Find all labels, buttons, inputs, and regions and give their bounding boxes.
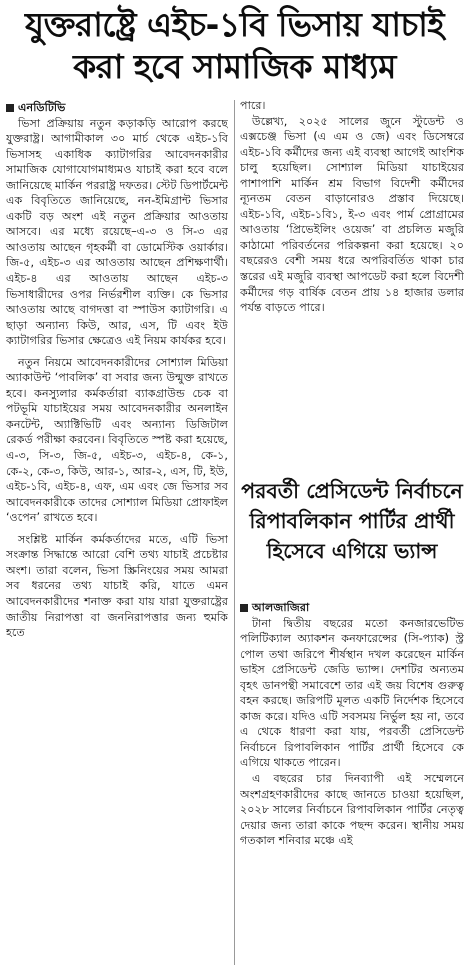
square-bullet-icon xyxy=(240,604,248,612)
source-credit xyxy=(240,600,464,616)
article-paragraph: টানা দ্বিতীয় বছরের মতো কনজারভেটিভ পলিটিক্যাল অ্যাকশন কনফারেন্সের (সি-প্যাক) স্ট্র পোল তথা জরিপে শীর্ষস্থান দখল করেছেন মার্কিন ভাইস প্রেসিডেন্ট জেডি ভ্যান্স। দেশটির অন্যতম বৃহৎ ডানপন্থী সমাবেশে তার এই জয় বিশেষ গুরুত্ব বহন করছে। জরিপটি মূলত একটি নির্দেশক হিসেবে কাজ করে। যদিও এটি সবসময় নির্ভুল হয় না, তবে এ থেকে ধারণা করা যায়, পরবর্তী প্রেসিডেন্ট নির্বাচনে রিপাবলিকান পার্টির প্রার্থী হিসেবে কে এগিয়ে থাকতে পারেন। xyxy=(240,616,464,770)
article-paragraph: নতুন নিয়মে আবেদনকারীদের সোশ্যাল মিডিয়া অ্যাকাউন্ট ‘পাবলিক’ বা সবার জন্য উন্মুক্ত রাখতে হবে। কনস্যুলার কর্মকর্তারা ব্যাকগ্রাউন্ড চেক বা পটভূমি যাচাইয়ের সময় আবেদনকারীর অনলাইন কনটেন্ট, অ্যাক্টিভিটি এবং অন্যান্য ডিজিটাল রেকর্ড পরীক্ষা করবেন। বিবৃতিতে স্পষ্ট করা হয়েছে, এ-৩, সি-৩, জি-৫, এইচ-৩, এইচ-৪, কে-১, কে-২, কে-৩, কিউ, আর-১, আর-২, এস, টি, ইউ, এইচ-১বি, এইচ-৪, এফ, এম এবং জে ভিসার সব আবেদনকারীকে তাদের সোশ্যাল মিডিয়া প্রোফাইল ‘ওপেন’ রাখতে হবে। xyxy=(6,355,228,525)
source-credit xyxy=(6,100,228,116)
article-paragraph: এ বছরের চার দিনব্যাপী এই সম্মেলনে অংশগ্রহণকারীদের কাছে জানতে চাওয়া হয়েছিল, ২০২৮ সালের নির্বাচনে রিপাবলিকান পার্টির নেতৃত্ব দেয়ার জন্য তারা কাকে পছন্দ করেন। স্থানীয় সময় গতকাল শনিবার মঞ্চে এই xyxy=(240,772,464,848)
source-name: আলজাজিরা xyxy=(252,601,310,614)
article-column-left xyxy=(6,100,228,965)
article-paragraph: উল্লেখ্য, ২০২৫ সালের জুনে স্টুডেন্ট ও এক্সচেঞ্জ ভিসা (এ এম ও জে) এবং ডিসেম্বরে এইচ-১বি কর্মীদের জন্য এই ব্যবস্থা আগেই আংশিক চালু হয়েছিল। সোশ্যাল মিডিয়া যাচাইয়ের পাশাপাশি মার্কিন শ্রম বিভাগ বিদেশী কর্মীদের ন্যূনতম বেতন বাড়ানোরও প্রস্তাব দিয়েছে। এইচ-১বি, এইচ-১বি১, ই-৩ এবং পার্ম প্রোগ্রামের আওতায় ‘প্রিভেইলিং ওয়েজ’ বা প্রচলিত মজুরি কাঠামো পরিবর্তনের পরিকল্পনা করা হয়েছে। ২০ বছরেরও বেশী সময় ধরে অপরিবর্তিত থাকা চার স্তরের এই মজুরি ব্যবস্থা আপডেট করা হলে বিদেশী কর্মীদের গড় বার্ষিক বেতন প্রায় ১৪ হাজার ডলার পর্যন্ত বাড়তে পারে। xyxy=(240,114,464,315)
headline-line-2: করা হবে সামাজিক মাধ্যম xyxy=(73,47,396,86)
article-column-right xyxy=(240,98,464,470)
second-article-headline: পরবর্তী প্রেসিডেন্ট নির্বাচনে রিপাবলিকান পার্টির প্রার্থী হিসেবে এগিয়ে ভ্যান্স xyxy=(241,479,463,563)
square-bullet-icon xyxy=(6,104,14,112)
column-divider xyxy=(234,100,235,965)
second-article-body xyxy=(240,600,464,965)
headline-line-1: যুক্তরাষ্ট্রে এইচ-১বি ভিসায় যাচাই xyxy=(24,5,444,44)
article-headline xyxy=(0,4,469,88)
article-paragraph: সংশ্লিষ্ট মার্কিন কর্মকর্তাদের মতে, এটি ভিসা সংক্রান্ত সিদ্ধান্তে আরো বেশি তথ্য যাচাই প্রচেষ্টার অংশ। তারা বলেন, ভিসা স্ক্রিনিংয়ের সময় আমরা সব ধরনের তথ্য যাচাই করি, যাতে এমন আবেদনকারীদের শনাক্ত করা যায় যারা যুক্তরাষ্ট্রের জাতীয় নিরাপত্তা বা জননিরাপত্তার জন্য হুমকি হতে xyxy=(6,532,228,640)
article-paragraph: পারে। xyxy=(240,99,266,112)
article-paragraph: ভিসা প্রক্রিয়ায় নতুন কড়াকড়ি আরোপ করছে যুক্তরাষ্ট্র। আগামীকাল ৩০ মার্চ থেকে এইচ-১বি ভিসাসহ একাধিক ক্যাটাগরির আবেদনকারীর সামাজিক যোগাযোগমাধ্যমও যাচাই করা হবে বলে জানিয়েছে মার্কিন পররাষ্ট্র দফতর। স্টেট ডিপার্টমেন্ট এক বিবৃতিতে জানিয়েছে, নন-ইমিগ্রান্ট ভিসার একটি বড় অংশ এই নতুন প্রক্রিয়ার আওতায় আসবে। এর মধ্যে রয়েছে–এ-৩ ও সি-৩ এর আওতায় আছেন গৃহকর্মী বা ডোমেস্টিক ওয়ার্কার। জি-৫, এইচ-৩ এর আওতায় আছেন প্রশিক্ষণার্থী। এইচ-৪ এর আওতায় আছেন এইচ-৩ ভিসাধারীদের ওপর নির্ভরশীল ব্যক্তি। কে ভিসার আওতায় আছে বাগদত্তা বা স্পাউস ক্যাটাগরি। এ ছাড়া অন্যান্য কিউ, আর, এস, টি এবং ইউ ক্যাটাগরির ভিসার ক্ষেত্রেও এই নিয়ম কার্যকর হবে। xyxy=(6,116,228,348)
source-name: এনডিটিভি xyxy=(18,101,66,114)
